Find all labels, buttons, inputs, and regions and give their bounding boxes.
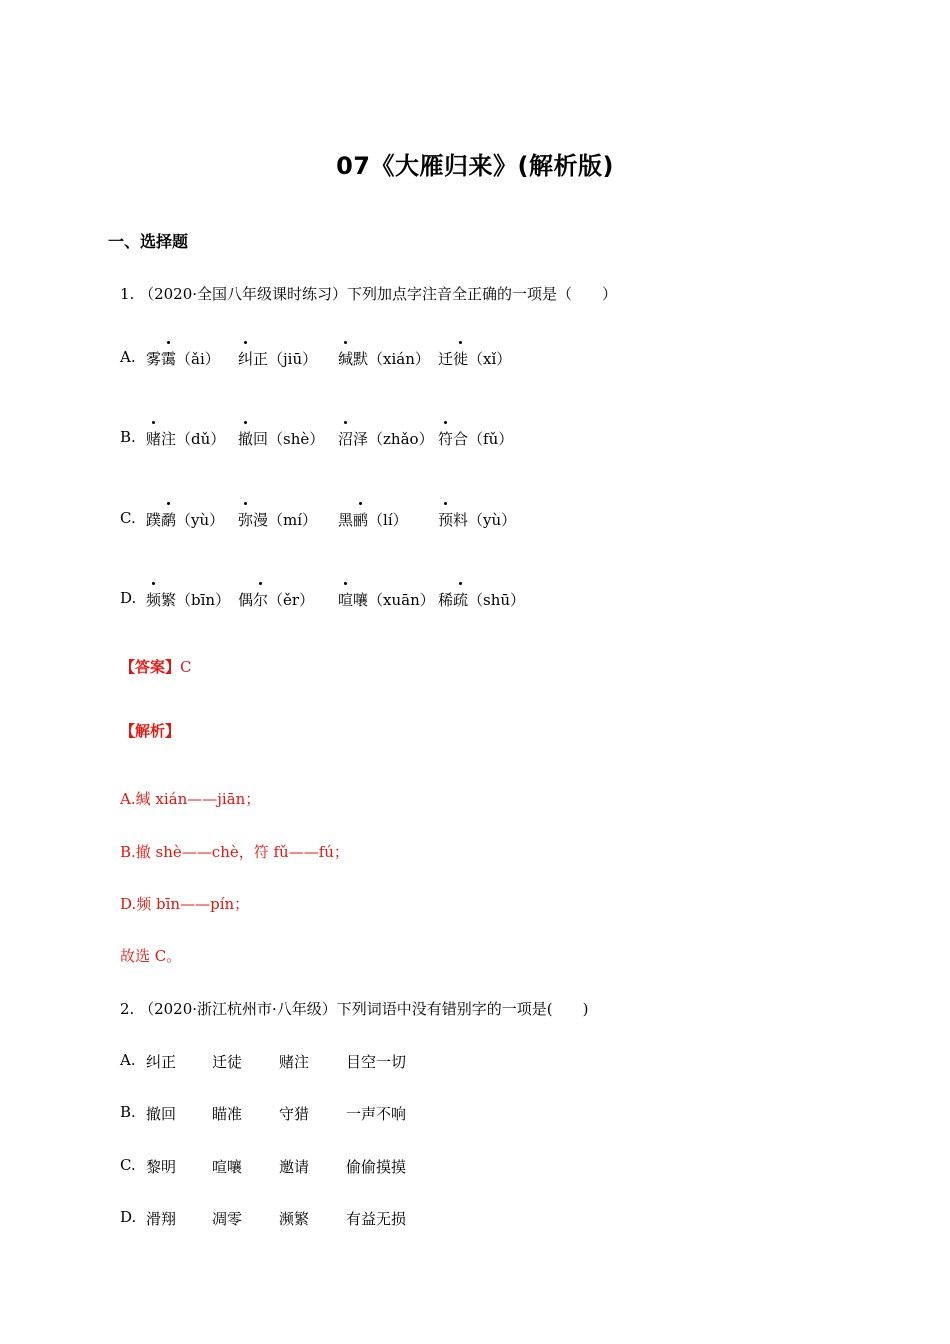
analysis-line-a: A.缄 xián——jiān； (120, 790, 261, 808)
question-2-stem: 2. （2020·浙江杭州市·八年级）下列词语中没有错别字的一项是( ) (120, 1000, 589, 1018)
option-word: 黎明 (146, 1158, 177, 1176)
item-char: 料 (453, 511, 469, 529)
option-letter: C. (120, 509, 136, 527)
dotted-char: 尔 (253, 591, 269, 609)
item-char: 回 (253, 430, 269, 448)
dotted-char: 频 (146, 591, 162, 609)
dotted-char: 纠 (238, 350, 254, 368)
pinyin: （mí） (268, 511, 318, 529)
option-item (146, 509, 224, 530)
analysis-conclusion: 故选 C。 (120, 947, 182, 965)
option-item (338, 428, 434, 449)
dotted-char: 符 (438, 430, 454, 448)
option-letter: A. (120, 348, 136, 366)
answer-value: C (180, 658, 192, 676)
option-item (338, 509, 408, 530)
option-word: 赌注 (279, 1053, 310, 1071)
answer-block (120, 656, 192, 677)
dotted-char: 缄 (338, 350, 354, 368)
option-item (438, 509, 516, 530)
pinyin: （xǐ） (468, 350, 512, 368)
option-word: 一声不响 (346, 1105, 407, 1123)
option-item (146, 589, 230, 610)
option-word: 喧嚷 (212, 1158, 243, 1176)
option-letter: C. (120, 1156, 136, 1174)
option-letter: B. (120, 1103, 136, 1121)
pinyin: （zhǎo） (368, 430, 434, 448)
option-word: 邀请 (279, 1158, 310, 1176)
pinyin: （dǔ） (176, 430, 226, 448)
pinyin: （bīn） (176, 591, 231, 609)
dotted-char: 霭 (161, 350, 177, 368)
option-word: 守猎 (279, 1105, 310, 1123)
item-char: 注 (161, 430, 177, 448)
option-word: 偷偷摸摸 (346, 1158, 407, 1176)
option-word: 有益无损 (346, 1210, 407, 1228)
option-letter: B. (120, 428, 136, 446)
option-letter: D. (120, 589, 137, 607)
option-item (146, 428, 225, 449)
pinyin: （yù） (468, 511, 517, 529)
option-item (438, 589, 525, 610)
pinyin: （jiū） (268, 350, 318, 368)
option-item (238, 348, 317, 369)
option-letter: D. (120, 1208, 137, 1226)
question-1-stem: 1. （2020·全国八年级课时练习）下列加点字注音全正确的一项是（ ） (120, 285, 618, 303)
item-char: 正 (253, 350, 269, 368)
option-item (238, 589, 314, 610)
option-word: 纠正 (146, 1053, 177, 1071)
item-char: 黑 (338, 511, 354, 529)
item-char: 蹼 (146, 511, 162, 529)
option-item (238, 428, 324, 449)
option-item (146, 348, 220, 369)
pinyin: （fǔ） (468, 430, 514, 448)
pinyin: （xián） (368, 350, 430, 368)
page-title: 07《大雁归来》(解析版) (336, 152, 614, 180)
analysis-line-d: D.频 bīn——pín； (120, 895, 250, 913)
item-char: 泽 (353, 430, 369, 448)
dotted-char: 撤 (238, 430, 254, 448)
option-item (338, 348, 430, 369)
dotted-char: 预 (438, 511, 454, 529)
section-heading: 一、选择题 (108, 232, 189, 251)
option-word: 滑翔 (146, 1210, 177, 1228)
dotted-char: 沼 (338, 430, 354, 448)
pinyin: （shū） (468, 591, 526, 609)
option-word: 迁徒 (212, 1053, 243, 1071)
option-word: 濒繁 (279, 1210, 310, 1228)
option-item (338, 589, 435, 610)
pinyin: （ǎi） (176, 350, 220, 368)
item-char: 迁 (438, 350, 454, 368)
dotted-char: 鹂 (353, 511, 369, 529)
dotted-char: 喧 (338, 591, 354, 609)
pinyin: （lí） (368, 511, 408, 529)
analysis-label: 【解析】 (120, 722, 181, 740)
dotted-char: 徙 (453, 350, 469, 368)
item-char: 偶 (238, 591, 254, 609)
dotted-char: 弥 (238, 511, 254, 529)
item-char: 嚷 (353, 591, 369, 609)
item-char: 繁 (161, 591, 177, 609)
option-word: 瞄准 (212, 1105, 243, 1123)
pinyin: （xuān） (368, 591, 435, 609)
option-word: 撤回 (146, 1105, 177, 1123)
pinyin: （ěr） (268, 591, 315, 609)
dotted-char: 赌 (146, 430, 162, 448)
option-word: 目空一切 (346, 1053, 407, 1071)
option-item (438, 348, 511, 369)
answer-label: 【答案】 (120, 658, 181, 676)
item-char: 漫 (253, 511, 269, 529)
analysis-line-b: B.撤 shè——chè，符 fǔ——fú； (120, 843, 349, 861)
pinyin: （yù） (176, 511, 225, 529)
dotted-char: 鹬 (161, 511, 177, 529)
pinyin: （shè） (268, 430, 325, 448)
item-char: 稀 (438, 591, 454, 609)
item-char: 默 (353, 350, 369, 368)
option-word: 凋零 (212, 1210, 243, 1228)
option-item (238, 509, 317, 530)
option-letter: A. (120, 1051, 136, 1069)
option-item (438, 428, 513, 449)
item-char: 雾 (146, 350, 162, 368)
dotted-char: 疏 (453, 591, 469, 609)
item-char: 合 (453, 430, 469, 448)
